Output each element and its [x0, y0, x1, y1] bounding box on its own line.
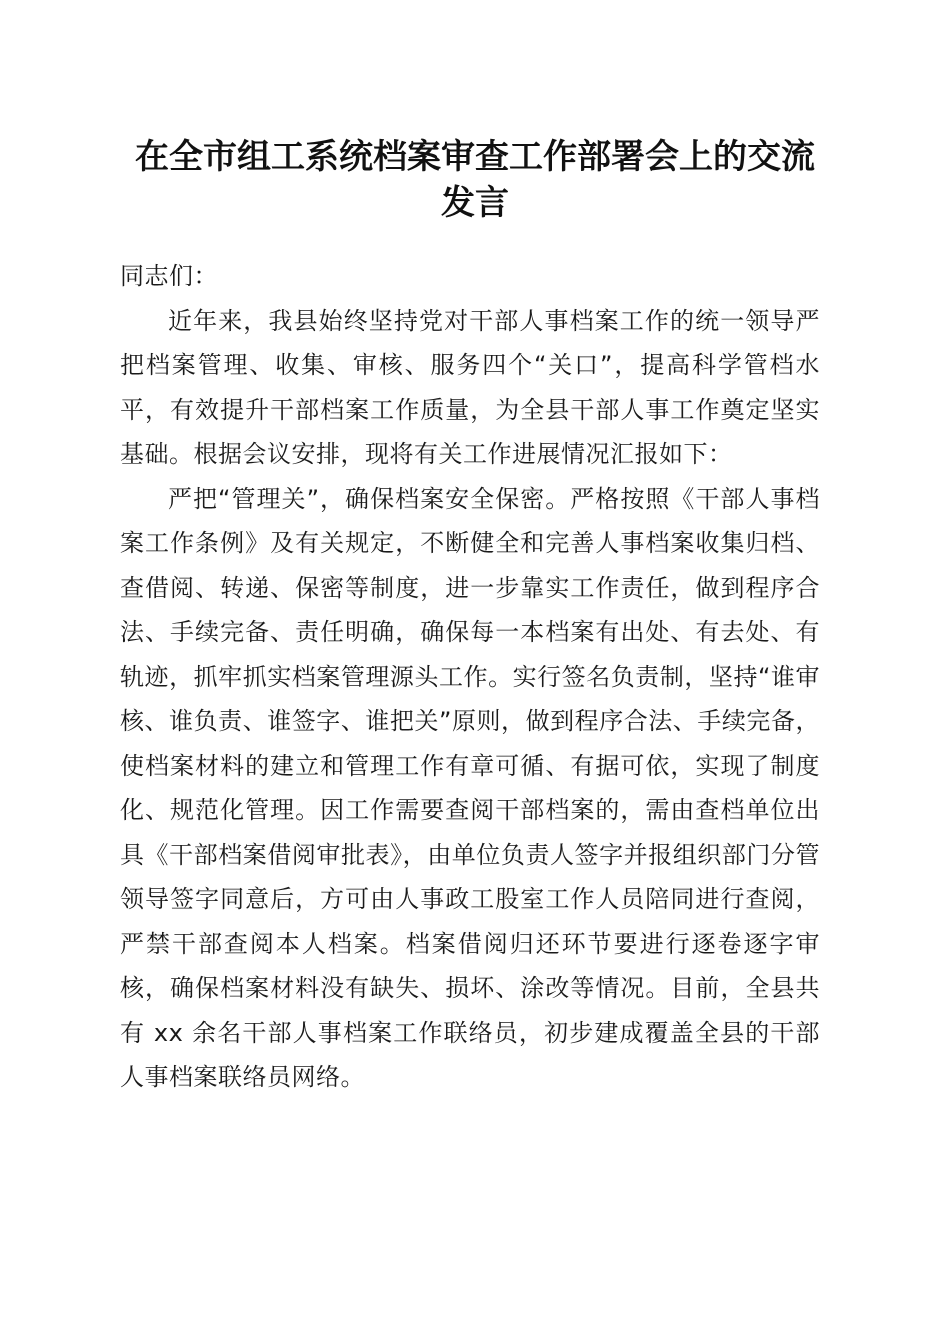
document-body: [120, 254, 820, 1100]
title-line-1: 在全市组工系统档案审查工作部署会上的交流: [135, 137, 815, 177]
paragraph-management: 严把“管理关”，确保档案安全保密。严格按照《干部人事档案工作条例》及有关规定，不断健全和完善人事档案收集归档、查借阅、转递、保密等制度，进一步靠实工作责任，做到程序合法、手续完备、责任明确，确保每一本档案有出处、有去处、有轨迹，抓牢抓实档案管理源头工作。实行签名负责制，坚持“谁审核、谁负责、谁签字、谁把关”原则，做到程序合法、手续完备，使档案材料的建立和管理工作有章可循、有据可依，实现了制度化、规范化管理。因工作需要查阅干部档案的，需由查档单位出具《干部档案借阅审批表》，由单位负责人签字并报组织部门分管领导签字同意后，方可由人事政工股室工作人员陪同进行查阅，严禁干部查阅本人档案。档案借阅归还环节要进行逐卷逐字审核，确保档案材料没有缺失、损坏、涂改等情况。目前，全县共有 xx 余名干部人事档案工作联络员，初步建成覆盖全县的干部人事档案联络员网络。: [120, 484, 820, 1091]
document-title: [110, 134, 840, 226]
salutation: 同志们：: [120, 262, 218, 290]
title-line-2: 发言: [441, 183, 509, 223]
paragraph-intro: 近年来，我县始终坚持党对干部人事档案工作的统一领导严把档案管理、收集、审核、服务四个“关口”，提高科学管档水平，有效提升干部档案工作质量，为全县干部人事工作奠定坚实基础。根据会议安排，现将有关工作进展情况汇报如下：: [120, 306, 820, 468]
